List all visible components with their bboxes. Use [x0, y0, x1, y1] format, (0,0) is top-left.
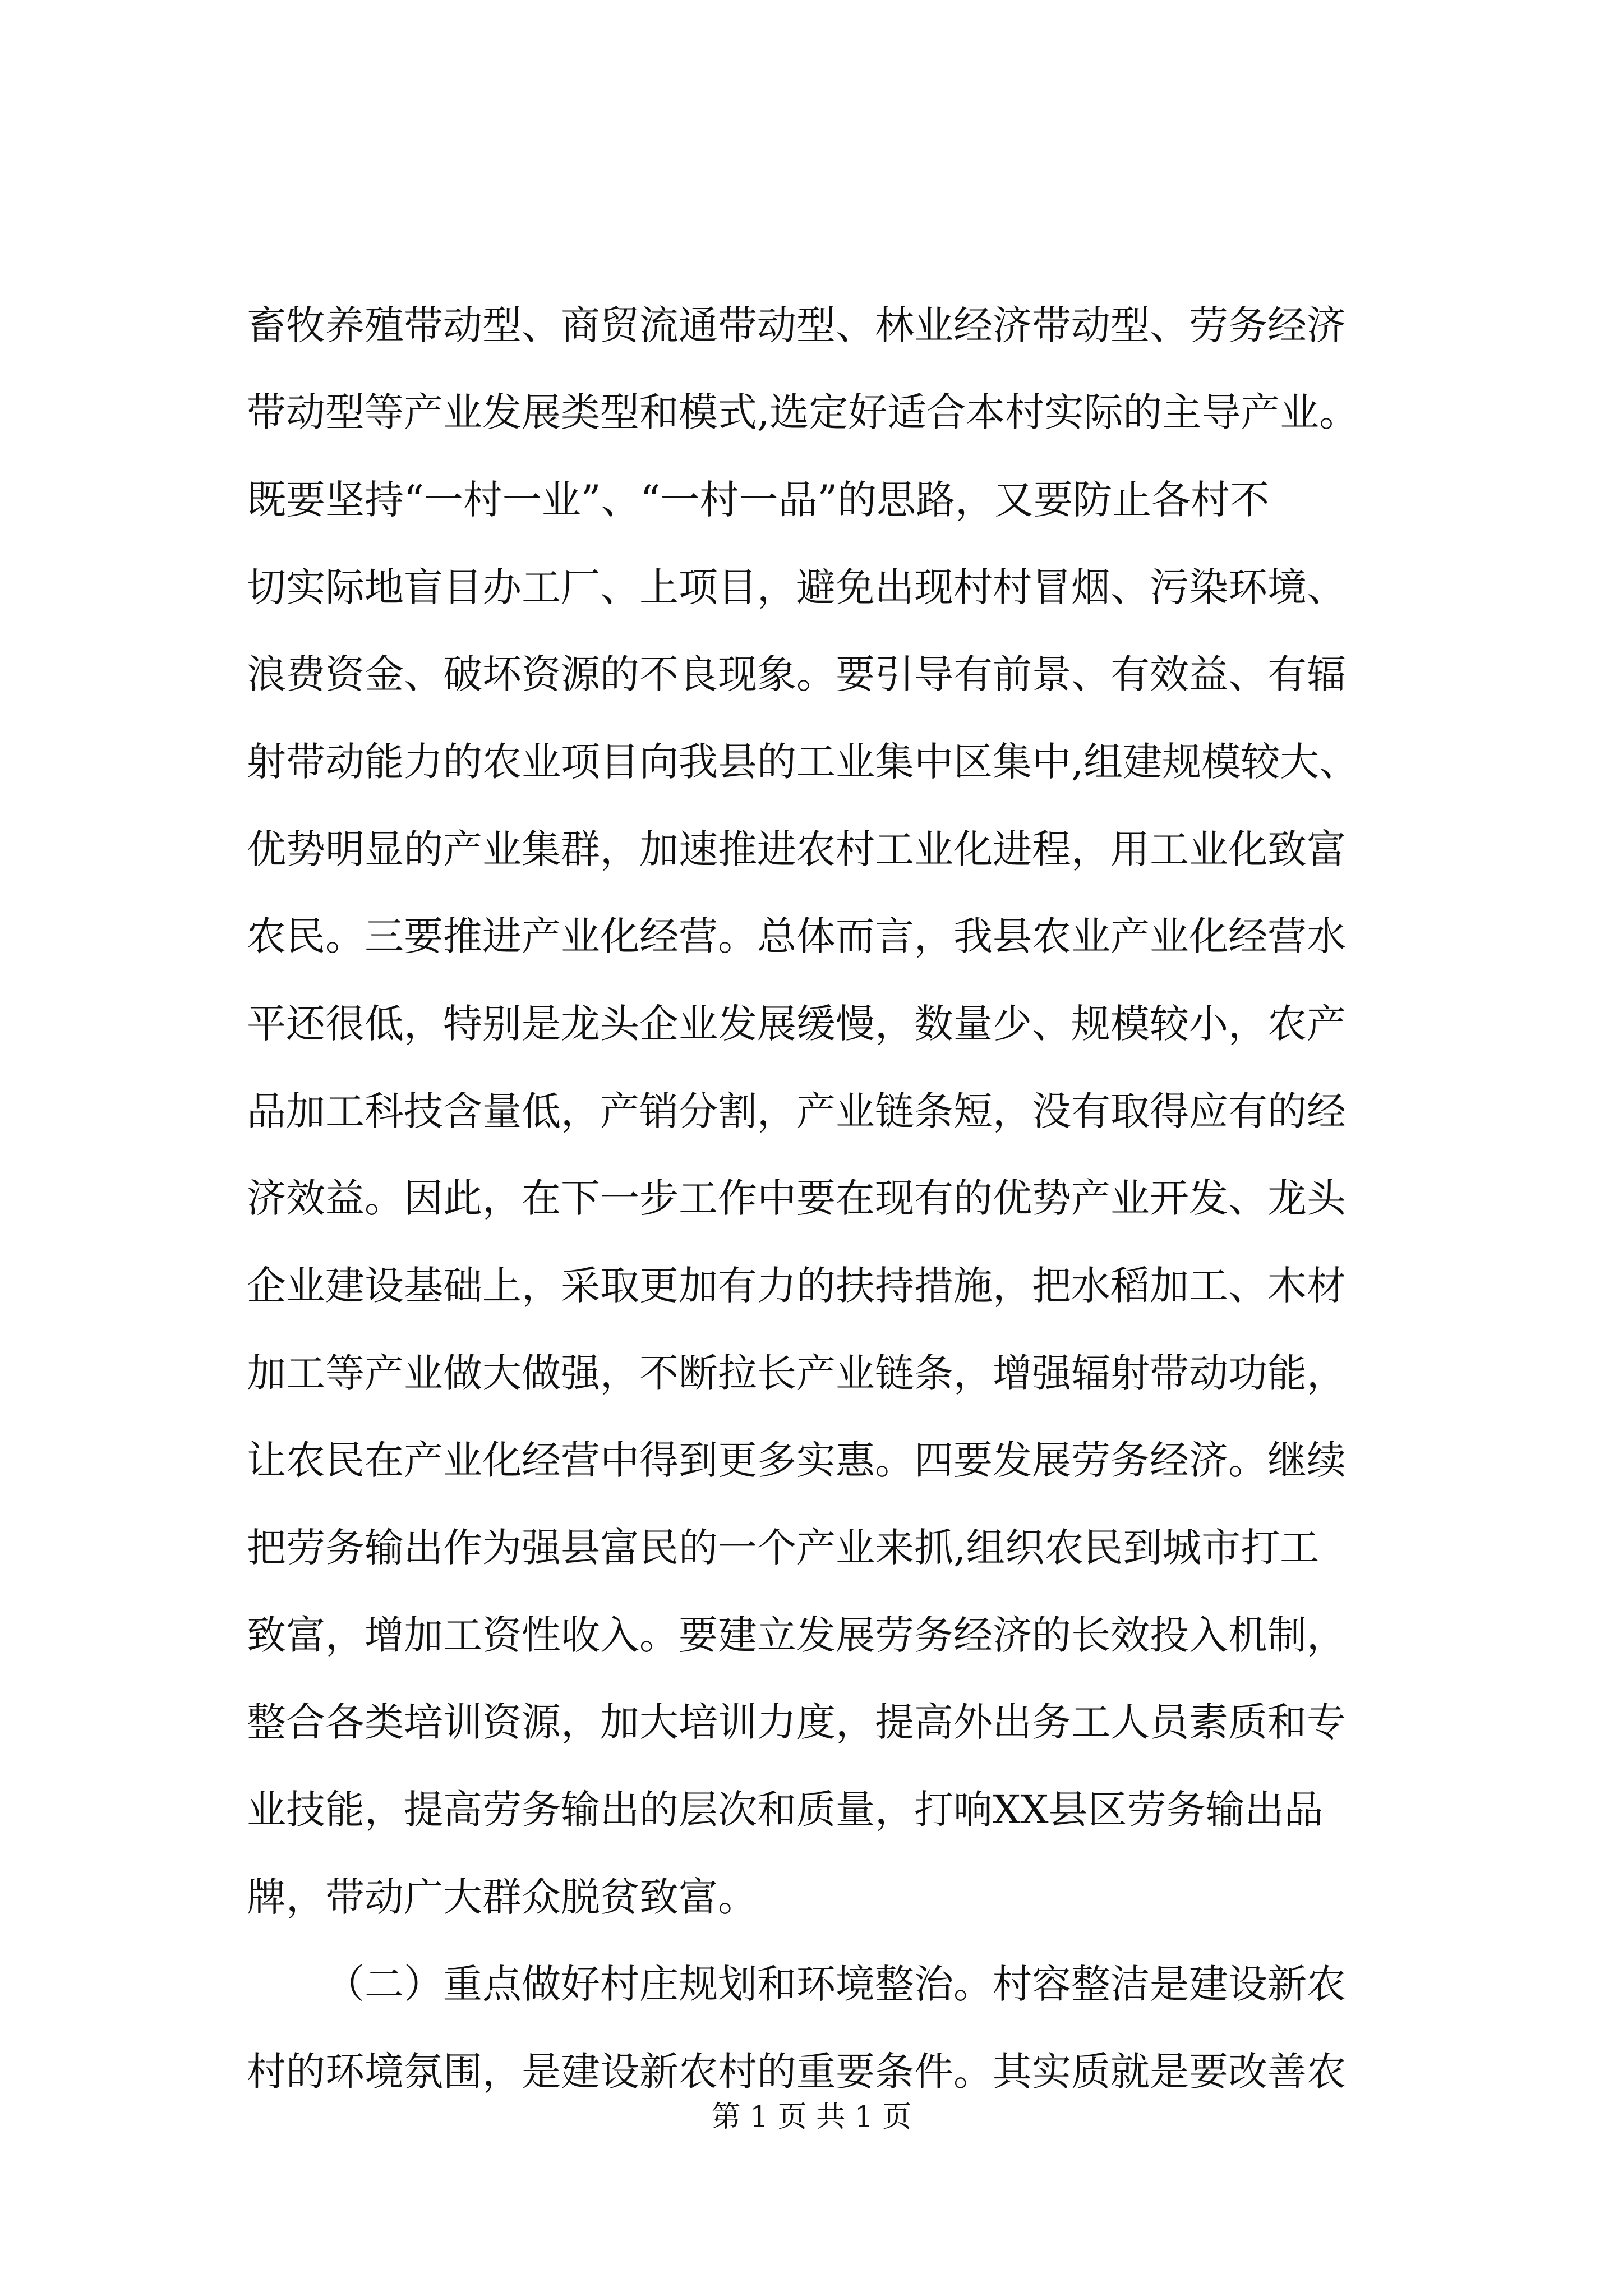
- text-line: 村的环境氛围，是建设新农村的重要条件。其实质就是要改善农: [247, 2049, 1346, 2095]
- text-line: 业技能，提高劳务输出的层次和质量，打响XX县区劳务输出品: [247, 1787, 1324, 1833]
- text-line: 畜牧养殖带动型、商贸流通带动型、林业经济带动型、劳务经济: [247, 302, 1346, 348]
- text-line: 整合各类培训资源，加大培训力度，提高外出务工人员素质和专: [247, 1699, 1346, 1745]
- text-line: 致富，增加工资性收入。要建立发展劳务经济的长效投入机制，: [247, 1612, 1346, 1658]
- text-line: 把劳务输出作为强县富民的一个产业来抓,组织农民到城市打工: [247, 1525, 1320, 1571]
- text-line: 带动型等产业发展类型和模式,选定好适合本村实际的主导产业。: [247, 389, 1359, 435]
- text-line: 优势明显的产业集群，加速推进农村工业化进程，用工业化致富: [247, 826, 1346, 872]
- section-heading-line: （二）重点做好村庄规划和环境整治。村容整洁是建设新农: [325, 1961, 1346, 2007]
- text-line: 射带动能力的农业项目向我县的工业集中区集中,组建规模较大、: [247, 739, 1359, 785]
- text-line: 既要坚持“一村一业”、“一村一品”的思路，又要防止各村不: [247, 477, 1270, 523]
- text-line: 济效益。因此，在下一步工作中要在现有的优势产业开发、龙头: [247, 1175, 1346, 1221]
- page-number-footer: 第 1 页 共 1 页: [711, 2100, 912, 2134]
- text-line: 品加工科技含量低，产销分割，产业链条短，没有取得应有的经: [247, 1088, 1346, 1134]
- text-line: 切实际地盲目办工厂、上项目，避免出现村村冒烟、污染环境、: [247, 564, 1346, 610]
- text-line: 浪费资金、破坏资源的不良现象。要引导有前景、有效益、有辐: [247, 651, 1346, 697]
- text-line: 牌，带动广大群众脱贫致富。: [247, 1874, 757, 1920]
- text-line: 加工等产业做大做强，不断拉长产业链条，增强辐射带动功能，: [247, 1350, 1346, 1396]
- text-line: 平还很低，特别是龙头企业发展缓慢，数量少、规模较小，农产: [247, 1001, 1346, 1047]
- text-line: 企业建设基础上，采取更加有力的扶持措施，把水稻加工、木材: [247, 1263, 1346, 1309]
- text-line: 农民。三要推进产业化经营。总体而言，我县农业产业化经营水: [247, 913, 1346, 959]
- text-line: 让农民在产业化经营中得到更多实惠。四要发展劳务经济。继续: [247, 1437, 1346, 1483]
